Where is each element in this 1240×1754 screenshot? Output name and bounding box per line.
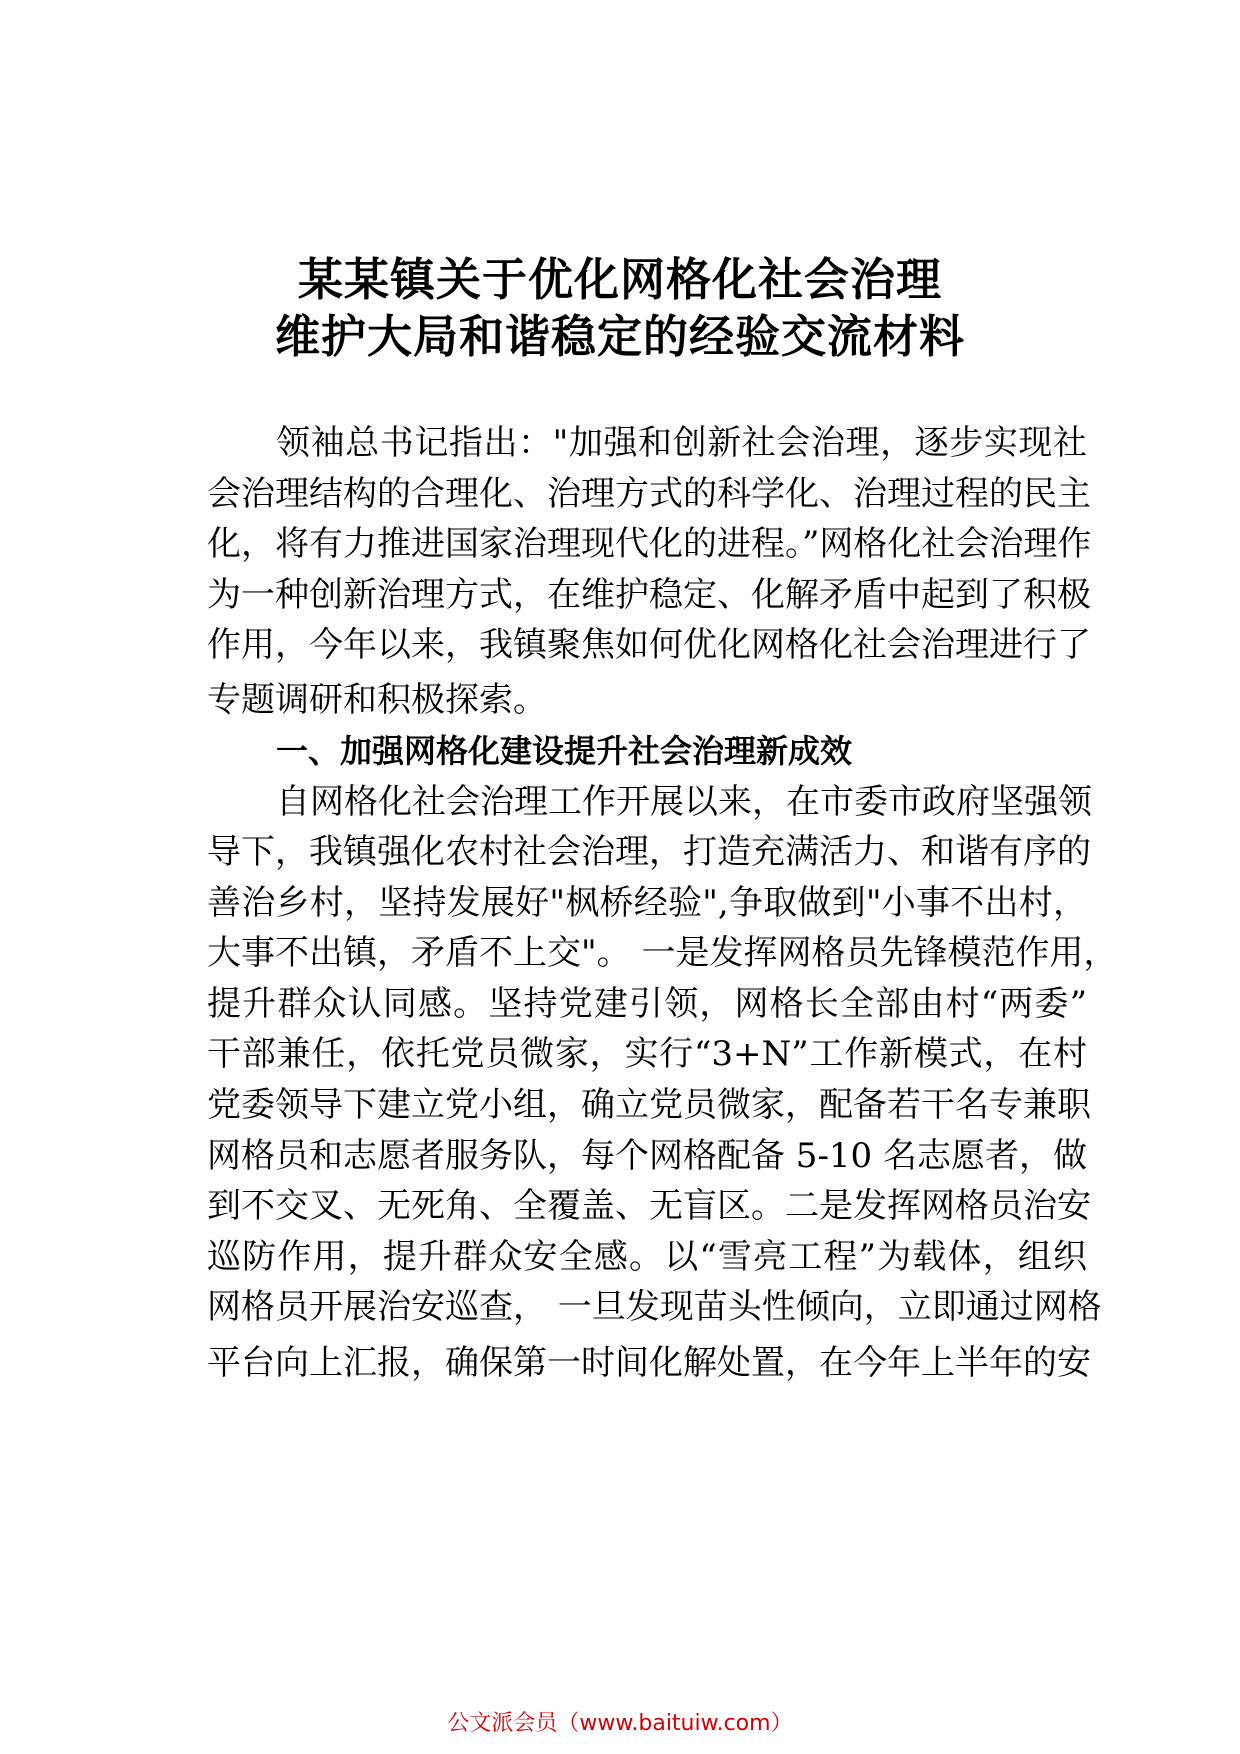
paragraph-1-line-6: 专题调研和积极探索。 — [207, 680, 547, 720]
paragraph-2-line-3: 善治乡村，坚持发展好"枫桥经验",争取做到"小事不出村， — [207, 883, 1087, 923]
paragraph-1-line-5: 作用，今年以来，我镇聚焦如何优化网格化社会治理进行了 — [207, 625, 1091, 665]
footer-watermark: 公文派会员（www.baituiw.com） — [447, 1711, 793, 1736]
paragraph-2-line-9: 到不交叉、无死角、全覆盖、无盲区。二是发挥网格员治安 — [207, 1186, 1091, 1226]
paragraph-1-line-3: 化，将有力推进国家治理现代化的进程。”网格化社会治理作 — [207, 524, 1092, 564]
paragraph-2-line-8: 网格员和志愿者服务队，每个网格配备 5-10 名志愿者，做 — [207, 1136, 1087, 1176]
paragraph-2-line-10: 巡防作用，提升群众安全感。以“雪亮工程”为载体，组织 — [207, 1237, 1087, 1277]
paragraph-2-line-2: 导下，我镇强化农村社会治理，打造充满活力、和谐有序的 — [207, 832, 1091, 872]
paragraph-2-line-4: 大事不出镇，矛盾不上交"。 一是发挥网格员先锋模范作用， — [207, 933, 1118, 973]
paragraph-2-line-7: 党委领导下建立党小组，确立党员微家，配备若干名专兼职 — [207, 1085, 1091, 1125]
paragraph-1-line-4: 为一种创新治理方式，在维护稳定、化解矛盾中起到了积极 — [207, 575, 1091, 615]
paragraph-2-line-1: 自网格化社会治理工作开展以来，在市委市政府坚强领 — [276, 782, 1092, 822]
section-heading-1: 一、加强网格化建设提升社会治理新成效 — [276, 732, 853, 770]
document-title-line-2: 维护大局和谐稳定的经验交流材料 — [274, 310, 965, 363]
paragraph-2-line-6: 干部兼任，依托党员微家，实行“3+N”工作新模式，在村 — [207, 1034, 1087, 1074]
paragraph-1-line-2: 会治理结构的合理化、治理方式的科学化、治理过程的民主 — [207, 474, 1091, 514]
paragraph-2-line-5: 提升群众认同感。坚持党建引领，网格长全部由村“两委” — [207, 984, 1087, 1024]
paragraph-1-line-1: 领袖总书记指出："加强和创新社会治理，逐步实现社 — [276, 423, 1087, 463]
paragraph-2-line-12: 平台向上汇报，确保第一时间化解处置，在今年上半年的安 — [207, 1343, 1091, 1383]
paragraph-2-line-11: 网格员开展治安巡查， 一旦发现苗头性倾向，立即通过网格 — [207, 1287, 1102, 1327]
document-title-line-1: 某某镇关于优化网格化社会治理 — [297, 253, 942, 306]
